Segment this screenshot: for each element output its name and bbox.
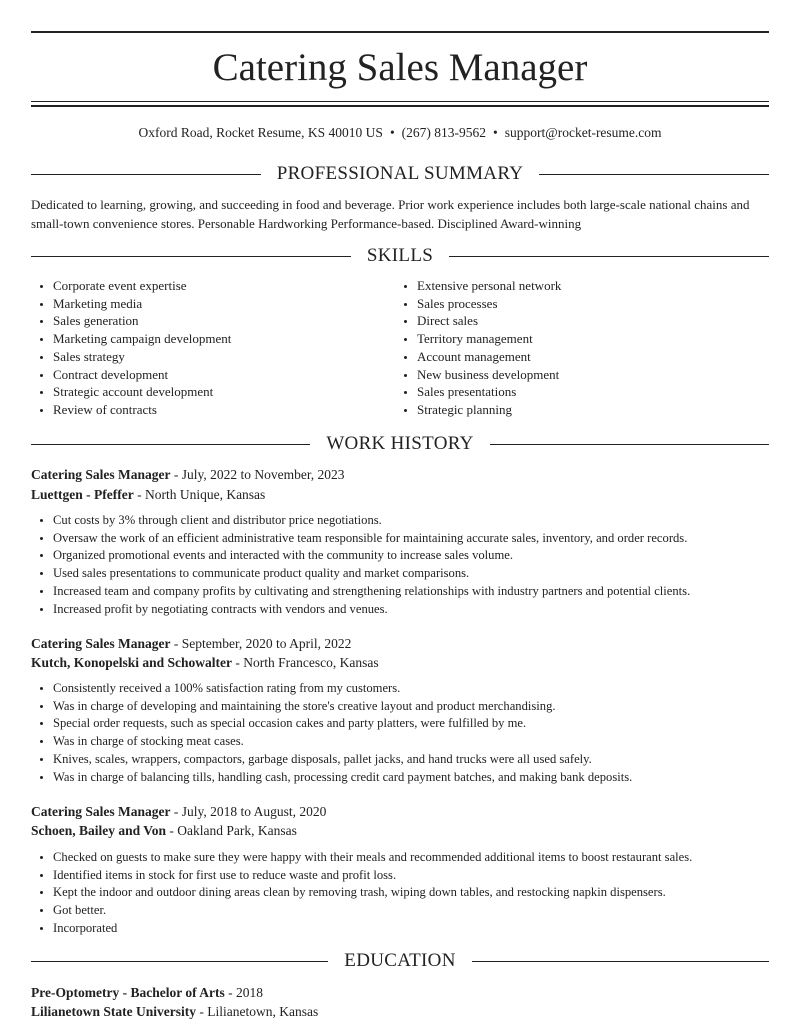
education-year: 2018 [235, 985, 263, 1000]
job-location: North Unique, Kansas [144, 487, 266, 502]
skill-item: • Extensive personal network [417, 277, 787, 295]
list-item: • Organized promotional events and interacted with the community to increase sales volume. [53, 547, 791, 565]
skill-item: • Marketing media [53, 295, 393, 313]
section-title: EDUCATION [344, 950, 456, 971]
section-title: PROFESSIONAL SUMMARY [276, 163, 524, 184]
resume-name: Catering Sales Manager [212, 46, 588, 89]
education-degree-line: Pre-Optometry - Bachelor of Arts - 2018 [31, 985, 263, 1000]
heading-rule [449, 256, 769, 257]
job-title-line: Catering Sales Manager - July, 2022 to November, 2023 [31, 467, 345, 482]
job-location: North Francesco, Kansas [243, 655, 379, 670]
skill-item: • Sales generation [53, 312, 393, 330]
job-bullets [31, 680, 791, 786]
skill-item: • Strategic planning [417, 401, 787, 419]
education-degree: Pre-Optometry - Bachelor of Arts [31, 985, 225, 1000]
contact-address: Oxford Road, Rocket Resume, KS 40010 US [138, 125, 383, 140]
list-item: • Special order requests, such as special occasion cakes and party platters, were fulfilled by me. [53, 715, 791, 733]
list-item: • Was in charge of balancing tills, handling cash, processing credit card payment batches, and making bank deposits. [53, 769, 791, 787]
list-item: • Knives, scales, wrappers, compactors, garbage disposals, pallet jacks, and hand trucks were all used safely. [53, 751, 791, 769]
skill-item: • Strategic account development [53, 383, 393, 401]
contact-phone: (267) 813-9562 [401, 125, 487, 140]
job-dates: July, 2018 to August, 2020 [181, 804, 327, 819]
top-rule [31, 31, 769, 33]
list-item: • Incorporated [53, 920, 791, 938]
job-dates: September, 2020 to April, 2022 [181, 636, 352, 651]
list-item: • Got better. [53, 902, 791, 920]
list-item: • Kept the indoor and outdoor dining areas clean by removing trash, wiping down tables, and restocking napkin dispensers. [53, 884, 791, 902]
heading-rule [31, 256, 351, 257]
list-item: • Identified items in stock for first use to reduce waste and profit loss. [53, 867, 791, 885]
section-heading-work [31, 433, 769, 455]
contact-email[interactable]: support@rocket-resume.com [504, 125, 662, 140]
list-item: • Increased profit by negotiating contracts with vendors and venues. [53, 601, 791, 619]
heading-rule [490, 444, 769, 445]
skill-item: • New business development [417, 366, 787, 384]
job-bullets [31, 849, 791, 938]
skill-item: • Contract development [53, 366, 393, 384]
section-heading-education [31, 950, 769, 972]
skill-item: • Account management [417, 348, 787, 366]
section-heading-summary [31, 163, 769, 185]
list-item: • Increased team and company profits by cultivating and strengthening relationships with industry partners and potential clients. [53, 583, 791, 601]
list-item: • Consistently received a 100% satisfaction rating from my customers. [53, 680, 791, 698]
job-title: Catering Sales Manager [31, 467, 171, 482]
section-heading-skills [31, 245, 769, 267]
heading-rule [31, 961, 328, 962]
skill-item: • Marketing campaign development [53, 330, 393, 348]
job-title-line: Catering Sales Manager - July, 2018 to August, 2020 [31, 804, 327, 819]
section-title: SKILLS [366, 245, 434, 266]
skill-item: • Sales strategy [53, 348, 393, 366]
education-location: Lilianetown, Kansas [207, 1004, 319, 1019]
skill-item: • Territory management [417, 330, 787, 348]
list-item: • Used sales presentations to communicate product quality and market comparisons. [53, 565, 791, 583]
job-dates: July, 2022 to November, 2023 [181, 467, 345, 482]
job-company-line: Kutch, Konopelski and Schowalter - North Francesco, Kansas [31, 655, 379, 670]
heading-rule [539, 174, 769, 175]
job-company: Schoen, Bailey and Von [31, 823, 167, 838]
job-company-line: Luettgen - Pfeffer - North Unique, Kansas [31, 487, 266, 502]
job-company: Luettgen - Pfeffer [31, 487, 134, 502]
list-item: • Oversaw the work of an efficient administrative team responsible for maintaining accurate sales, inventory, and order records. [53, 530, 791, 548]
list-item: • Cut costs by 3% through client and distributor price negotiations. [53, 512, 791, 530]
heading-rule [31, 444, 310, 445]
job-bullets [31, 512, 791, 618]
skills-list-left [31, 277, 393, 419]
heading-rule [472, 961, 769, 962]
job-title: Catering Sales Manager [31, 804, 171, 819]
skill-item: • Sales presentations [417, 383, 787, 401]
education-school: Lilianetown State University [31, 1004, 196, 1019]
header-rule [31, 105, 769, 107]
contact-separator: • [493, 125, 498, 140]
skill-item: • Review of contracts [53, 401, 393, 419]
section-title: WORK HISTORY [326, 433, 474, 454]
summary-text: Dedicated to learning, growing, and succeeding in food and beverage. Prior work experience includes both large-scale national chains and small-town convenience stores. Personable Hardworking Performance-based. Disciplined Award-winning [31, 197, 750, 231]
education-school-line: Lilianetown State University - Lilianetown, Kansas [31, 1004, 319, 1019]
job-title-line: Catering Sales Manager - September, 2020 to April, 2022 [31, 636, 352, 651]
contact-line [31, 124, 769, 142]
skill-item: • Corporate event expertise [53, 277, 393, 295]
job-company: Kutch, Konopelski and Schowalter [31, 655, 233, 670]
header-rule [31, 101, 769, 102]
job-company-line: Schoen, Bailey and Von - Oakland Park, Kansas [31, 823, 297, 838]
list-item: • Was in charge of developing and maintaining the store's creative layout and product merchandising. [53, 698, 791, 716]
skill-item: • Sales processes [417, 295, 787, 313]
list-item: • Checked on guests to make sure they were happy with their meals and recommended additional items to boost restaurant sales. [53, 849, 791, 867]
job-location: Oakland Park, Kansas [177, 823, 297, 838]
job-title: Catering Sales Manager [31, 636, 171, 651]
skill-item: • Direct sales [417, 312, 787, 330]
list-item: • Was in charge of stocking meat cases. [53, 733, 791, 751]
contact-separator: • [389, 125, 395, 140]
heading-rule [31, 174, 261, 175]
skills-list-right [395, 277, 787, 419]
